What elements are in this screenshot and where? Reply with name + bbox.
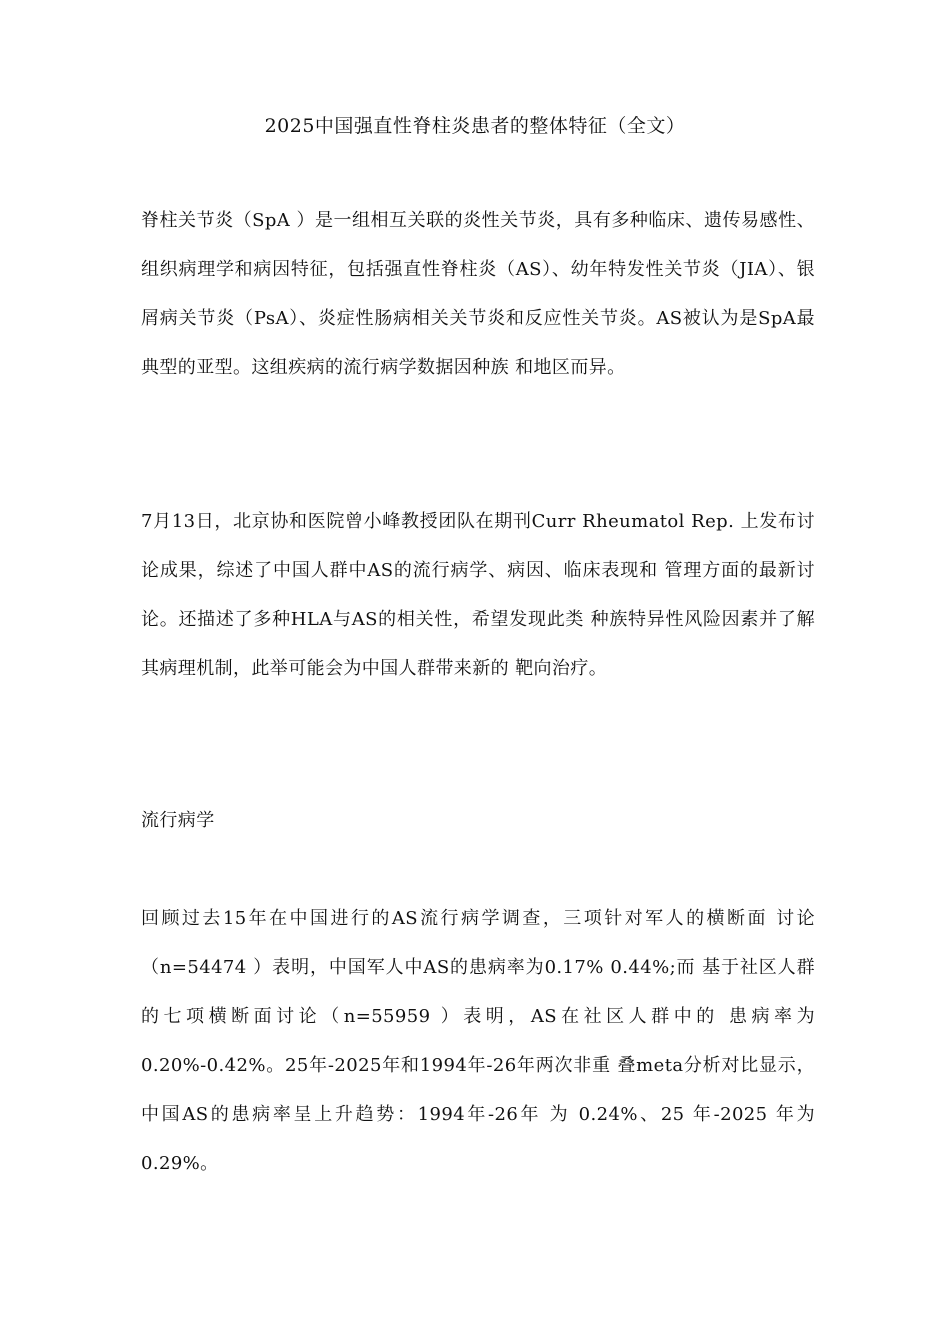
document-title: 2025中国强直性脊柱炎患者的整体特征（全文） — [264, 115, 686, 137]
intro-paragraph: 脊柱关节炎（SpA ）是一组相互关联的炎性关节炎，具有多种临床、遗传易感性、组织病理学和病因特征，包括强直性脊柱炎（AS）、幼年特发性关节炎（JIA）、银屑病关节炎（PsA）、炎症性肠病相关关节炎和反应性关节炎。AS被认为是SpA最典型的亚型。这组疾病的流行病学数据因种族 和地区而异。 — [141, 210, 815, 378]
section-heading-epidemiology: 流行病学 — [141, 810, 215, 831]
epidemiology-paragraph: 回顾过去15年在中国进行的AS流行病学调查，三项针对军人的横断面 讨论（n=54474 ）表明，中国军人中AS的患病率为0.17% 0.44%;而 基于社区人群的七项横断面讨论（n=55959 ）表明，AS在社区人群中的 患病率为0.20%-0.42%。25年-2025年和1994年-26年两次非重 叠meta分析对比显示，中国AS的患病率呈上升趋势：1994年-26年 为 0.24%、25 年-2025 年为 0.29%。 — [141, 908, 815, 1174]
news-paragraph: 7月13日，北京协和医院曾小峰教授团队在期刊Curr Rheumatol Rep. 上发布讨论成果，综述了中国人群中AS的流行病学、病因、临床表现和 管理方面的最新讨论。还描述了多种HLA与AS的相关性，希望发现此类 种族特异性风险因素并了解其病理机制，此举可能会为中国人群带来新的 靶向治疗。 — [141, 511, 815, 679]
